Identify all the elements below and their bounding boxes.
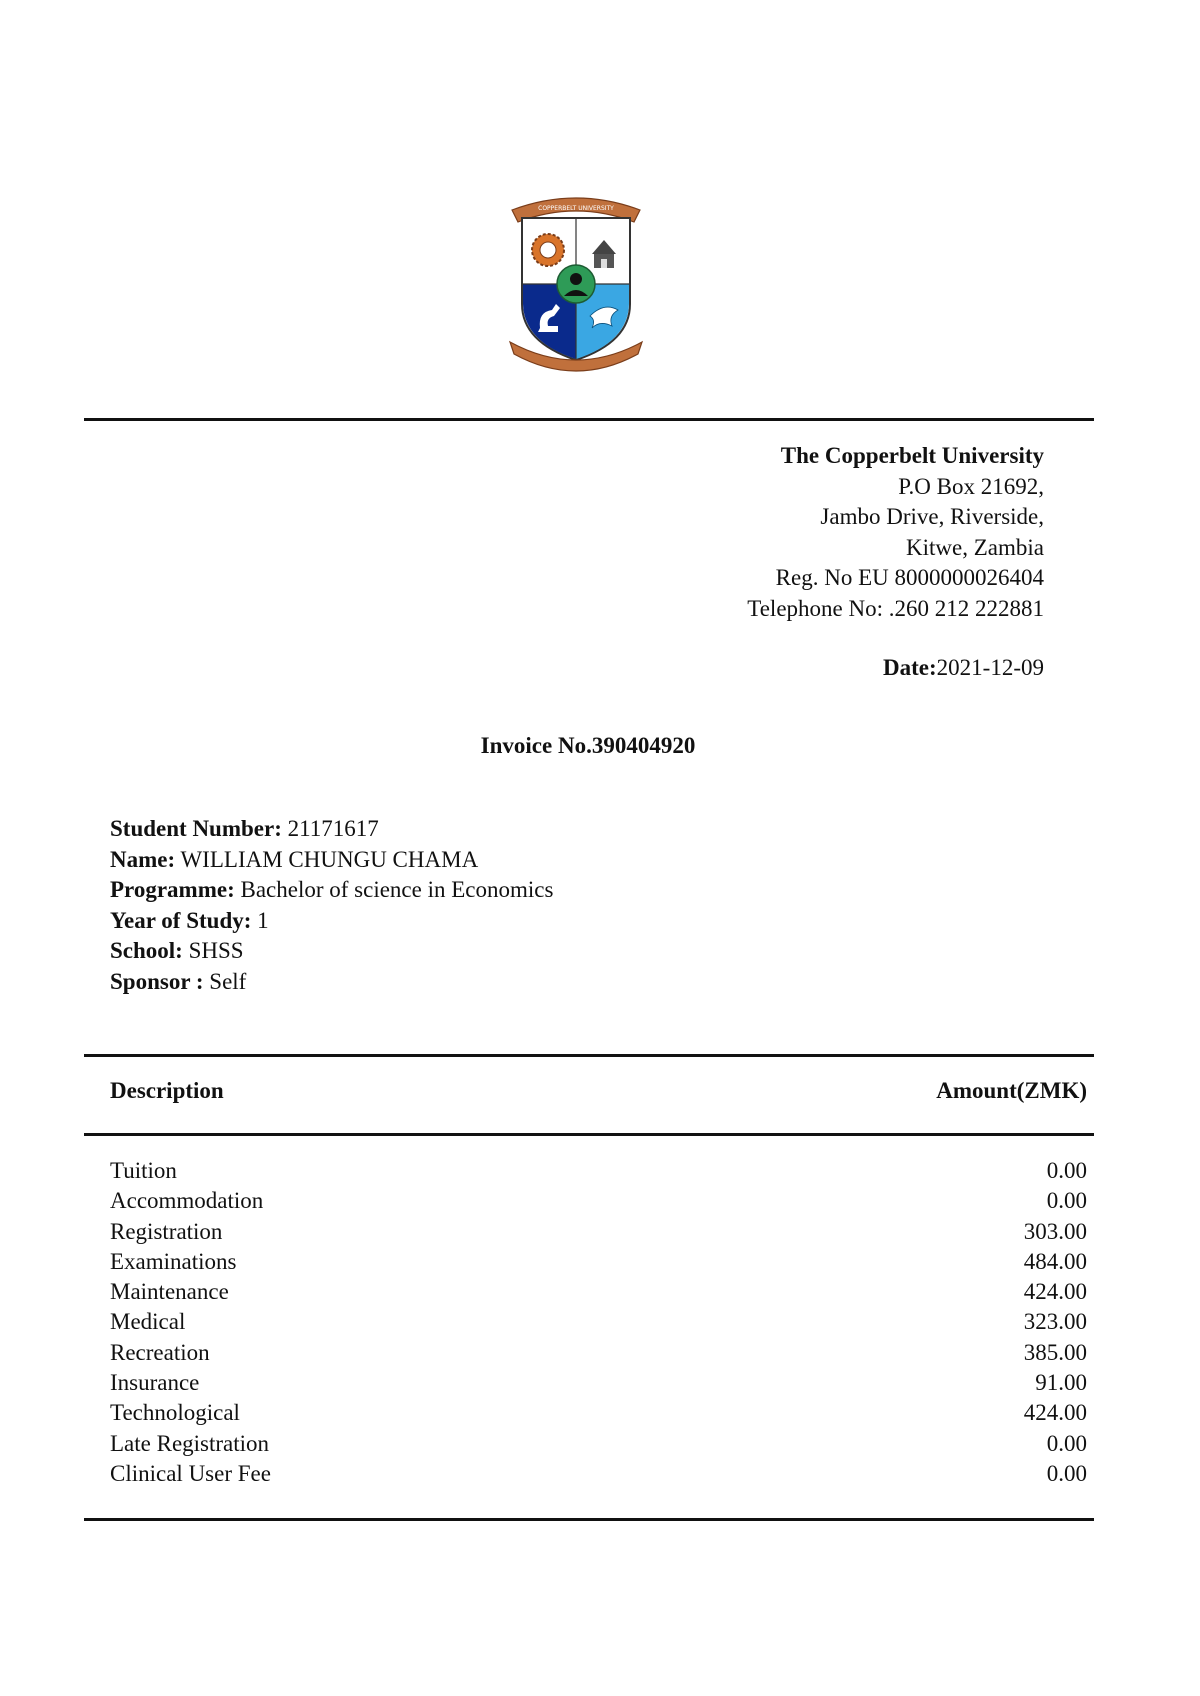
table-header-rule <box>84 1133 1094 1136</box>
item-amount: 0.00 <box>1046 1158 1087 1183</box>
header-divider <box>84 418 1094 421</box>
field-label: Name: <box>110 846 176 872</box>
item-amount: 323.00 <box>1023 1309 1087 1335</box>
item-description: Maintenance <box>110 1279 229 1305</box>
item-amount: 0.00 <box>1046 1430 1087 1456</box>
table-row <box>110 1368 1087 1398</box>
university-address-block <box>747 441 1044 625</box>
invoice-date <box>883 655 1044 681</box>
item-amount: 303.00 <box>1023 1218 1087 1244</box>
item-amount: 0.00 <box>1046 1460 1087 1486</box>
item-description: Technological <box>110 1400 240 1426</box>
fee-items-table <box>110 1156 1087 1489</box>
table-row <box>110 1307 1087 1337</box>
field-value: SHSS <box>182 938 244 964</box>
university-crest-logo <box>508 192 644 372</box>
registration-number: Reg. No EU 8000000026404 <box>775 565 1044 591</box>
field-label: Year of Study: <box>110 907 252 933</box>
student-details <box>110 814 553 998</box>
address-line: Kitwe, Zambia <box>906 534 1044 560</box>
item-description: Medical <box>110 1309 186 1335</box>
table-bottom-rule <box>84 1518 1094 1521</box>
item-description: Clinical User Fee <box>110 1460 271 1486</box>
invoice-number <box>0 733 1200 759</box>
item-description: Accommodation <box>110 1188 264 1214</box>
table-top-rule <box>84 1054 1094 1057</box>
field-label: Sponsor : <box>110 968 204 994</box>
university-name: The Copperbelt University <box>780 443 1044 468</box>
field-value: Self <box>203 968 247 994</box>
field-label: Student Number: <box>110 816 282 841</box>
date-label: Date: <box>883 655 937 680</box>
field-value: 1 <box>251 907 269 933</box>
sponsor-field <box>110 967 553 998</box>
student-number-field <box>110 814 553 845</box>
address-line: Jambo Drive, Riverside, <box>820 504 1044 530</box>
item-description: Recreation <box>110 1339 210 1365</box>
invoice-number-text: Invoice No.390404920 <box>480 733 696 758</box>
table-row <box>110 1277 1087 1307</box>
table-row <box>110 1338 1087 1368</box>
table-row <box>110 1186 1087 1216</box>
item-amount: 424.00 <box>1023 1400 1087 1426</box>
field-value: Bachelor of science in Economics <box>234 877 554 903</box>
item-description: Examinations <box>110 1248 237 1274</box>
amount-header: Amount(ZMK) <box>936 1078 1087 1103</box>
table-row <box>110 1156 1087 1186</box>
school-field <box>110 936 553 967</box>
field-label: Programme: <box>110 877 235 903</box>
field-value: WILLIAM CHUNGU CHAMA <box>175 846 479 872</box>
field-value: 21171617 <box>281 816 379 841</box>
student-name-field <box>110 845 553 876</box>
item-amount: 484.00 <box>1023 1248 1087 1274</box>
table-row <box>110 1459 1087 1489</box>
item-description: Late Registration <box>110 1430 270 1456</box>
date-value: 2021-12-09 <box>936 655 1044 680</box>
telephone-number: Telephone No: .260 212 222881 <box>747 595 1044 621</box>
item-description: Registration <box>110 1218 223 1244</box>
table-row <box>110 1398 1087 1428</box>
item-amount: 0.00 <box>1046 1188 1087 1214</box>
programme-field <box>110 875 553 906</box>
table-row <box>110 1217 1087 1247</box>
item-description: Tuition <box>110 1158 177 1183</box>
item-amount: 385.00 <box>1023 1339 1087 1365</box>
field-label: School: <box>110 938 183 964</box>
table-row <box>110 1429 1087 1459</box>
year-of-study-field <box>110 906 553 937</box>
item-amount: 91.00 <box>1035 1370 1087 1396</box>
item-amount: 424.00 <box>1023 1279 1087 1305</box>
description-header: Description <box>110 1078 224 1103</box>
table-row <box>110 1247 1087 1277</box>
item-description: Insurance <box>110 1370 200 1396</box>
address-line: P.O Box 21692, <box>898 473 1044 499</box>
svg-text:COPPERBELT UNIVERSITY: COPPERBELT UNIVERSITY <box>538 205 614 212</box>
